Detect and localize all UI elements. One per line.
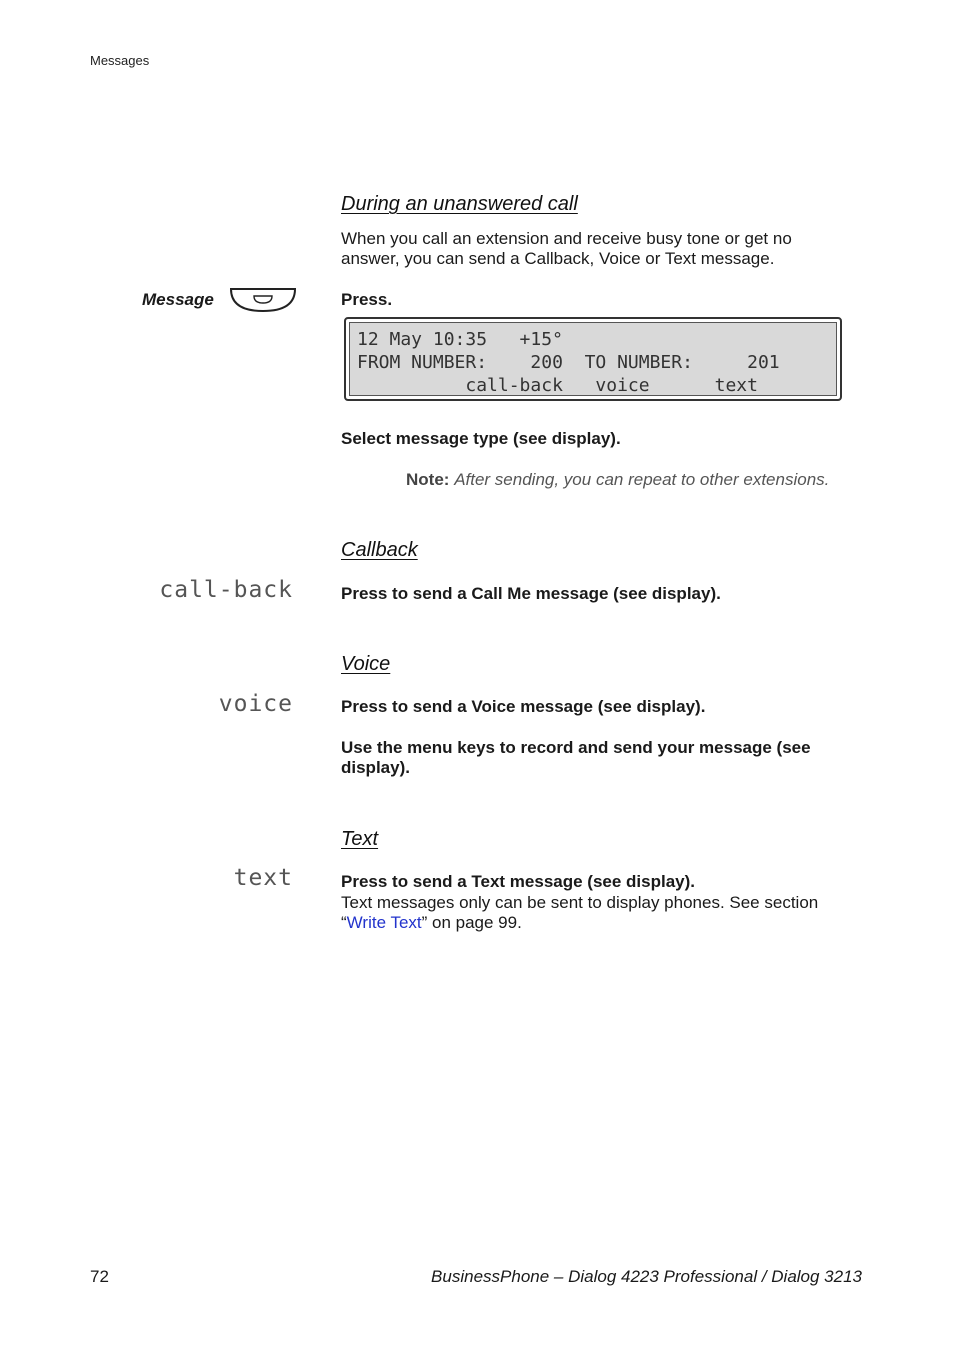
note (406, 470, 829, 490)
phone-display (344, 317, 842, 401)
footer-title: BusinessPhone – Dialog 4223 Professional / Dialog 3213 (431, 1267, 862, 1286)
voice-instruction-2: Use the menu keys to record and send your message (see display). (341, 738, 811, 777)
note-label: Note: (406, 470, 450, 489)
voice-softkey: voice (218, 691, 293, 717)
callback-softkey: call-back (159, 577, 293, 603)
section-title-unanswered: During an unanswered call (341, 193, 578, 215)
note-text: After sending, you can repeat to other extensions. (454, 470, 830, 489)
text-softkey: text (233, 865, 293, 891)
text-instruction: Press to send a Text message (see display). (341, 872, 696, 891)
callback-instruction: Press to send a Call Me message (see display). (341, 584, 721, 603)
text-detail-post: ” on page 99. (421, 913, 522, 932)
display-line-2: FROM NUMBER: 200 TO NUMBER: 201 (357, 352, 780, 373)
voice-instruction: Press to send a Voice message (see display). (341, 697, 706, 716)
display-line-1: 12 May 10:35 +15° (357, 329, 563, 350)
intro-paragraph: When you call an extension and receive busy tone or get no answer, you can send a Callback, Voice or Text message. (341, 229, 792, 268)
press-instruction: Press. (341, 290, 393, 309)
text-detail-pre: Text messages only can be sent to display phones. See section “ (341, 893, 819, 932)
text-detail (341, 893, 851, 933)
message-key-label: Message (142, 290, 214, 309)
message-key-icon (229, 286, 297, 314)
page-number: 72 (90, 1267, 109, 1286)
display-line-3: call-back voice text (357, 375, 758, 396)
select-instruction: Select message type (see display). (341, 429, 621, 448)
section-title-callback: Callback (341, 539, 418, 561)
section-title-text: Text (341, 828, 379, 850)
write-text-link[interactable]: Write Text (346, 913, 422, 932)
running-header: Messages (90, 53, 150, 68)
section-title-voice: Voice (341, 653, 391, 675)
